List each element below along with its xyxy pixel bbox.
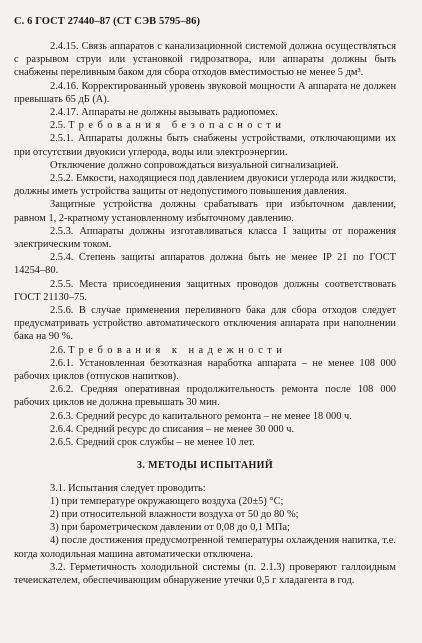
- spacer: [14, 449, 396, 459]
- section-title: Требования к надежности: [68, 344, 287, 356]
- list-item-4: 4) после достижения предусмотренной температуры охлаждения напитка, т.е. когда холодильная машина автоматически отключена.: [14, 535, 396, 560]
- section-number: 2.5.: [50, 120, 66, 132]
- document-body: [14, 40, 396, 587]
- section-2-6-heading: [14, 344, 396, 357]
- paragraph-2-4-16: 2.4.16. Корректированный уровень звуковой мощности А аппарата не должен превышать 65 дБ (А).: [14, 80, 396, 105]
- list-item-2: 2) при относительной влажности воздуха от 50 до 80 %;: [50, 508, 299, 520]
- paragraph-3-2: 3.2. Герметичность холодильной системы (п. 2.1.3) проверяют галлоидным течеискателем, обеспечивающим обнаружение утечки 0,5 г хладагента в год.: [14, 561, 396, 586]
- paragraph-2-6-1: 2.6.1. Установленная безотказная наработка аппарата – не менее 108 000 рабочих циклов (отпусков напитков).: [14, 357, 396, 383]
- page-header: С. 6 ГОСТ 27440–87 (СТ СЭВ 5795–86): [14, 16, 201, 27]
- paragraph-2-5-4: 2.5.4. Степень защиты аппаратов должна быть не менее IP 21 по ГОСТ 14254–80.: [14, 252, 396, 277]
- paragraph-2-5-6: 2.5.6. В случае применения переливного бака для сбора отходов следует предусматривать устройство автоматического отключения аппарата при наполнении бака на 90 %.: [14, 305, 396, 343]
- paragraph-2-5-5: 2.5.5. Места присоединения защитных проводов должны соответствовать ГОСТ 21130–75.: [14, 278, 396, 303]
- paragraph-2-6-4: 2.6.4. Средний ресурс до списания – не менее 30 000 ч.: [50, 423, 295, 435]
- paragraph-protective-devices: Защитные устройства должны срабатывать при избыточном давлении, равном 1, 2-кратному установленному избыточному давлению.: [14, 199, 396, 224]
- list-item-1: 1) при температуре окружающего воздуха (20±5) °С;: [50, 495, 284, 507]
- paragraph-2-5-1: 2.5.1. Аппараты должны быть снабжены устройствами, отключающими их при отсутствии двуокиси углерода, воды или электроэнергии.: [14, 133, 396, 158]
- paragraph-2-6-2: 2.6.2. Средняя оперативная продолжительность ремонта после 108 000 рабочих циклов не должна превышать 30 мин.: [14, 384, 396, 409]
- paragraph-2-5-3: 2.5.3. Аппараты должны изготавливаться класса I защиты от поражения электрическим током.: [14, 225, 396, 251]
- section-2-5-heading: [14, 119, 396, 132]
- list-item-3: 3) при барометрическом давлении от 0,08 до 0,1 МПа;: [50, 522, 290, 534]
- paragraph-2-6-3: 2.6.3. Средний ресурс до капитального ремонта – не менее 18 000 ч.: [50, 410, 352, 422]
- paragraph-2-5-2: 2.5.2. Емкости, находящиеся под давлением двуокиси углерода или жидкости, должны иметь устройства защиты от недопустимого повышения давления.: [14, 173, 396, 198]
- paragraph-shutdown-signal: Отключение должно сопровождаться визуальной сигнализацией.: [50, 159, 339, 171]
- section-3-heading: 3. МЕТОДЫ ИСПЫТАНИЙ: [136, 460, 274, 472]
- paragraph-2-6-5: 2.6.5. Средний срок службы – не менее 10 лет.: [50, 437, 255, 449]
- section-number: 2.6.: [50, 344, 66, 356]
- paragraph-2-4-17: 2.4.17. Аппараты не должны вызывать радиопомех.: [50, 107, 278, 119]
- section-title: Требования безопасности: [68, 120, 286, 132]
- paragraph-2-4-15: 2.4.15. Связь аппаратов с канализационной системой должна осуществляться с разрывом струи или установкой гидрозатвора, или аппараты должны быть снабжены переливным баком для сбора отходов вместимостью не менее 5 дм³.: [14, 41, 396, 79]
- paragraph-3-1: 3.1. Испытания следует проводить:: [50, 482, 206, 494]
